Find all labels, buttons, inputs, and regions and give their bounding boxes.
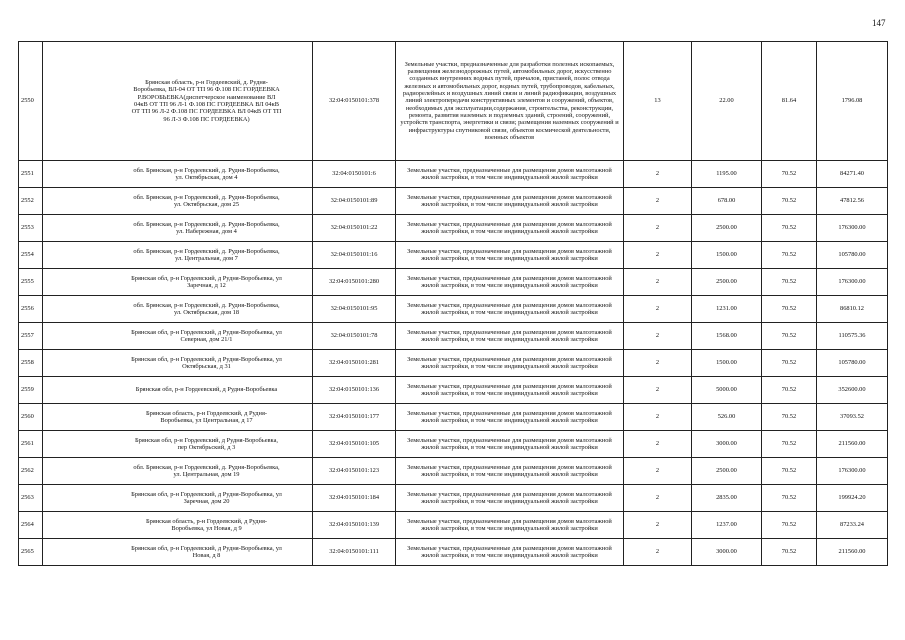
table-row: [19, 512, 888, 539]
group-cell: 2: [624, 485, 692, 512]
address-cell: Брянская область, р-н Гордеевский, д Рудня-Воробьевка, ул Центральная, д 17: [43, 404, 313, 431]
area-cell: 2500.00: [692, 458, 762, 485]
group-cell: 2: [624, 215, 692, 242]
cadastral-value-cell: 105780.00: [817, 350, 888, 377]
area-cell: 5000.00: [692, 377, 762, 404]
area-cell: 3000.00: [692, 431, 762, 458]
cadastral-value-cell: 37093.52: [817, 404, 888, 431]
table-row: [19, 42, 888, 161]
area-cell: 526.00: [692, 404, 762, 431]
address-cell: обл. Брянская, р-н Гордеевский, д. Рудня-Воробьевка, ул. Октябрьская, дом 25: [43, 188, 313, 215]
land-use-cell: Земельные участки, предназначенные для размещения домов малоэтажной жилой застройки, в том числе индивидуальной жилой застройки: [396, 296, 624, 323]
row-number: 2558: [19, 350, 43, 377]
rate-cell: 70.52: [762, 404, 817, 431]
table-row: [19, 539, 888, 566]
land-use-cell: Земельные участки, предназначенные для размещения домов малоэтажной жилой застройки, в том числе индивидуальной жилой застройки: [396, 458, 624, 485]
cadastral-number-cell: 32:04:0150101:6: [313, 161, 396, 188]
row-number: 2551: [19, 161, 43, 188]
cadastral-number-cell: 32:04:0150101:184: [313, 485, 396, 512]
rate-cell: 81.64: [762, 42, 817, 161]
table-row: [19, 188, 888, 215]
address-cell: Брянская обл, р-н Гордеевский, д Рудня-Воробьевка, ул Новая, д 8: [43, 539, 313, 566]
cadastral-number-cell: 32:04:0150101:22: [313, 215, 396, 242]
group-cell: 2: [624, 431, 692, 458]
cadastral-value-cell: 47812.56: [817, 188, 888, 215]
table-row: [19, 404, 888, 431]
address-cell: Брянская обл, р-н Гордеевский, д Рудня-Воробьевка: [43, 377, 313, 404]
area-cell: 1500.00: [692, 350, 762, 377]
area-cell: 1237.00: [692, 512, 762, 539]
address-cell: Брянская обл, р-н Гордеевский, д Рудня-Воробьевка, ул Заречная, д 12: [43, 269, 313, 296]
area-cell: 1500.00: [692, 242, 762, 269]
address-cell: обл. Брянская, р-н Гордеевский, д. Рудня-Воробьевка, ул. Центральная, дом 19: [43, 458, 313, 485]
group-cell: 2: [624, 377, 692, 404]
cadastral-number-cell: 32:04:0150101:281: [313, 350, 396, 377]
cadastral-value-cell: 211560.00: [817, 539, 888, 566]
area-cell: 2835.00: [692, 485, 762, 512]
cadastral-number-cell: 32:04:0150101:111: [313, 539, 396, 566]
table-row: [19, 377, 888, 404]
table-row: [19, 431, 888, 458]
row-number: 2553: [19, 215, 43, 242]
group-cell: 2: [624, 296, 692, 323]
land-registry-table: [18, 41, 888, 566]
land-use-cell: Земельные участки, предназначенные для размещения домов малоэтажной жилой застройки, в том числе индивидуальной жилой застройки: [396, 161, 624, 188]
rate-cell: 70.52: [762, 296, 817, 323]
row-number: 2552: [19, 188, 43, 215]
cadastral-value-cell: 86810.12: [817, 296, 888, 323]
land-use-cell: Земельные участки, предназначенные для размещения домов малоэтажной жилой застройки, в том числе индивидуальной жилой застройки: [396, 431, 624, 458]
cadastral-number-cell: 32:04:0150101:378: [313, 42, 396, 161]
address-cell: Брянская область, р-н Гордеевский, д. Рудня-Воробьевка, ВЛ-04 ОТ ТП 96 Ф.108 ПС ГОРДЕЕВКА Р.ВОРОБЬЕВКА(диспетчерское наименование ВЛ 04кВ ОТ ТП 96 Л-1 Ф.108 ПС ГОРДЕЕВКА ВЛ 04кВ ОТ ТП 96 Л-2 Ф.108 ПС ГОРДЕЕВКА ВЛ 04кВ ОТ ТП 96 Л-3 Ф.108 ПС ГОРДЕЕВКА): [43, 42, 313, 161]
land-use-cell: Земельные участки, предназначенные для размещения домов малоэтажной жилой застройки, в том числе индивидуальной жилой застройки: [396, 242, 624, 269]
row-number: 2563: [19, 485, 43, 512]
table-body: [19, 42, 888, 566]
table-row: [19, 269, 888, 296]
rate-cell: 70.52: [762, 269, 817, 296]
cadastral-number-cell: 32:04:0150101:123: [313, 458, 396, 485]
row-number: 2564: [19, 512, 43, 539]
cadastral-value-cell: 176300.00: [817, 458, 888, 485]
address-cell: обл. Брянская, р-н Гордеевский, д. Рудня-Воробьевка, ул. Набережная, дом 4: [43, 215, 313, 242]
table-row: [19, 485, 888, 512]
row-number: 2550: [19, 42, 43, 161]
table-row: [19, 161, 888, 188]
group-cell: 2: [624, 242, 692, 269]
cadastral-number-cell: 32:04:0150101:105: [313, 431, 396, 458]
rate-cell: 70.52: [762, 242, 817, 269]
group-cell: 2: [624, 512, 692, 539]
group-cell: 2: [624, 188, 692, 215]
land-use-cell: Земельные участки, предназначенные для размещения домов малоэтажной жилой застройки, в том числе индивидуальной жилой застройки: [396, 350, 624, 377]
row-number: 2565: [19, 539, 43, 566]
table-row: [19, 458, 888, 485]
cadastral-number-cell: 32:04:0150101:136: [313, 377, 396, 404]
land-use-cell: Земельные участки, предназначенные для размещения домов малоэтажной жилой застройки, в том числе индивидуальной жилой застройки: [396, 215, 624, 242]
land-use-cell: Земельные участки, предназначенные для размещения домов малоэтажной жилой застройки, в том числе индивидуальной жилой застройки: [396, 377, 624, 404]
table-row: [19, 296, 888, 323]
rate-cell: 70.52: [762, 512, 817, 539]
land-use-cell: Земельные участки, предназначенные для размещения домов малоэтажной жилой застройки, в том числе индивидуальной жилой застройки: [396, 539, 624, 566]
row-number: 2554: [19, 242, 43, 269]
area-cell: 1231.00: [692, 296, 762, 323]
land-use-cell: Земельные участки, предназначенные для размещения домов малоэтажной жилой застройки, в том числе индивидуальной жилой застройки: [396, 485, 624, 512]
cadastral-value-cell: 105780.00: [817, 242, 888, 269]
group-cell: 2: [624, 404, 692, 431]
cadastral-number-cell: 32:04:0150101:16: [313, 242, 396, 269]
group-cell: 2: [624, 458, 692, 485]
address-cell: обл. Брянская, р-н Гордеевский, д. Рудня-Воробьевка, ул. Октябрьская, дом 4: [43, 161, 313, 188]
area-cell: 1195.00: [692, 161, 762, 188]
row-number: 2562: [19, 458, 43, 485]
row-number: 2559: [19, 377, 43, 404]
area-cell: 1568.00: [692, 323, 762, 350]
cadastral-number-cell: 32:04:0150101:89: [313, 188, 396, 215]
group-cell: 2: [624, 323, 692, 350]
row-number: 2560: [19, 404, 43, 431]
area-cell: 678.00: [692, 188, 762, 215]
land-use-cell: Земельные участки, предназначенные для размещения домов малоэтажной жилой застройки, в том числе индивидуальной жилой застройки: [396, 269, 624, 296]
land-use-cell: Земельные участки, предназначенные для размещения домов малоэтажной жилой застройки, в том числе индивидуальной жилой застройки: [396, 512, 624, 539]
cadastral-number-cell: 32:04:0150101:78: [313, 323, 396, 350]
address-cell: Брянская обл, р-н Гордеевский, д Рудня-Воробьевка, ул Северная, дом 21/1: [43, 323, 313, 350]
rate-cell: 70.52: [762, 215, 817, 242]
page-number: 147: [872, 18, 886, 28]
cadastral-number-cell: 32:04:0150101:177: [313, 404, 396, 431]
table-row: [19, 350, 888, 377]
address-cell: Брянская область, р-н Гордеевский, д Рудня-Воробьевка, ул Новая, д 9: [43, 512, 313, 539]
address-cell: обл. Брянская, р-н Гордеевский, д. Рудня-Воробьевка, ул. Октябрьская, дом 18: [43, 296, 313, 323]
land-use-cell: Земельные участки, предназначенные для размещения домов малоэтажной жилой застройки, в том числе индивидуальной жилой застройки: [396, 404, 624, 431]
group-cell: 2: [624, 539, 692, 566]
cadastral-number-cell: 32:04:0150101:280: [313, 269, 396, 296]
land-use-cell: Земельные участки, предназначенные для разработки полезных ископаемых, размещения железнодорожных путей, автомобильных дорог, искусственно созданных внутренних водных путей, причалов, пристаней, полос отвода железных и автомобильных дорог, водных путей, трубопроводов, кабельных, радиорелейных и воздушных линий связи и линий радиофикации, воздушных линий электропередачи конструктивных элементов и сооружений, объектов, необходимых для эксплуатации,содержания, строительства, реконструкции, ремонта, развития наземных и подземных зданий, строений, сооружений, устройств транспорта, энергетики и связи; размещения наземных сооружений и инфраструктуры спутниковой связи, объектов космической деятельности, военных объектов: [396, 42, 624, 161]
row-number: 2557: [19, 323, 43, 350]
cadastral-value-cell: 110575.36: [817, 323, 888, 350]
rate-cell: 70.52: [762, 458, 817, 485]
row-number: 2556: [19, 296, 43, 323]
cadastral-value-cell: 1796.08: [817, 42, 888, 161]
cadastral-value-cell: 352600.00: [817, 377, 888, 404]
address-cell: обл. Брянская, р-н Гордеевский, д. Рудня-Воробьевка, ул. Центральная, дом 7: [43, 242, 313, 269]
land-use-cell: Земельные участки, предназначенные для размещения домов малоэтажной жилой застройки, в том числе индивидуальной жилой застройки: [396, 323, 624, 350]
cadastral-value-cell: 87233.24: [817, 512, 888, 539]
rate-cell: 70.52: [762, 377, 817, 404]
cadastral-number-cell: 32:04:0150101:95: [313, 296, 396, 323]
rate-cell: 70.52: [762, 431, 817, 458]
rate-cell: 70.52: [762, 188, 817, 215]
land-use-cell: Земельные участки, предназначенные для размещения домов малоэтажной жилой застройки, в том числе индивидуальной жилой застройки: [396, 188, 624, 215]
row-number: 2555: [19, 269, 43, 296]
rate-cell: 70.52: [762, 539, 817, 566]
rate-cell: 70.52: [762, 485, 817, 512]
cadastral-value-cell: 176300.00: [817, 269, 888, 296]
group-cell: 2: [624, 161, 692, 188]
area-cell: 2500.00: [692, 215, 762, 242]
cadastral-value-cell: 84271.40: [817, 161, 888, 188]
address-cell: Брянская обл, р-н Гордеевский, д Рудня-Воробьевка, ул Заречная, дом 20: [43, 485, 313, 512]
group-cell: 13: [624, 42, 692, 161]
table-row: [19, 242, 888, 269]
cadastral-number-cell: 32:04:0150101:139: [313, 512, 396, 539]
row-number: 2561: [19, 431, 43, 458]
area-cell: 3000.00: [692, 539, 762, 566]
area-cell: 2500.00: [692, 269, 762, 296]
area-cell: 22.00: [692, 42, 762, 161]
address-cell: Брянская обл, р-н Гордеевский, д Рудня-Воробьевка, пер Октябрьский, д 3: [43, 431, 313, 458]
table-row: [19, 323, 888, 350]
rate-cell: 70.52: [762, 350, 817, 377]
group-cell: 2: [624, 269, 692, 296]
address-cell: Брянская обл, р-н Гордеевский, д Рудня-Воробьевка, ул Октябрьская, д 31: [43, 350, 313, 377]
rate-cell: 70.52: [762, 323, 817, 350]
group-cell: 2: [624, 350, 692, 377]
cadastral-value-cell: 176300.00: [817, 215, 888, 242]
cadastral-value-cell: 211560.00: [817, 431, 888, 458]
table-row: [19, 215, 888, 242]
rate-cell: 70.52: [762, 161, 817, 188]
cadastral-value-cell: 199924.20: [817, 485, 888, 512]
